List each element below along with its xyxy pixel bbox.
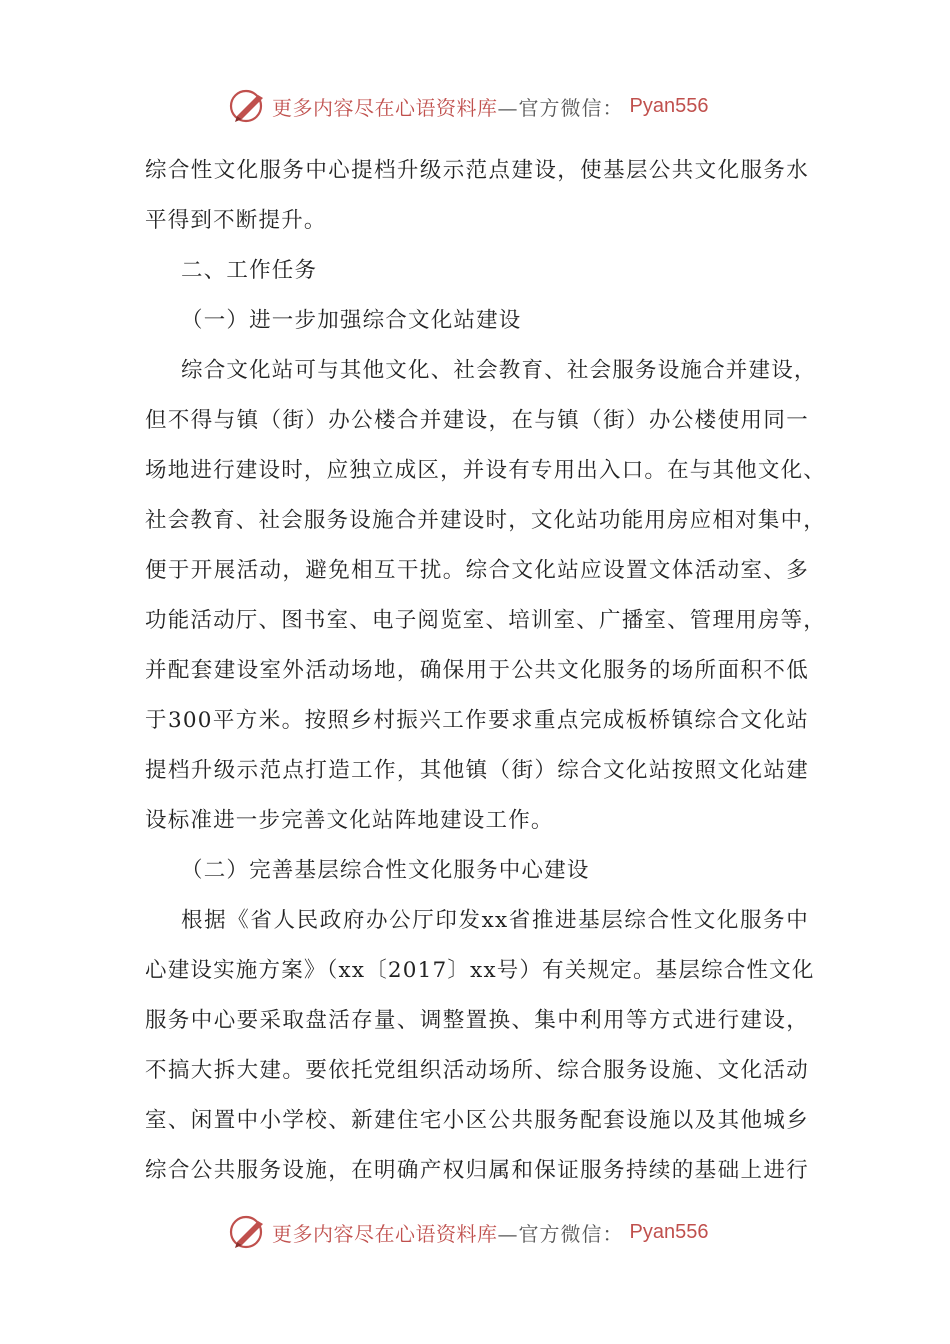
subsection-heading-1: （一）进一步加强综合文化站建设 [181, 308, 522, 333]
text-line: 提档升级示范点打造工作，其他镇（街）综合文化站按照文化站建 [145, 758, 809, 783]
watermark-text-wechat: —官方微信： [497, 95, 624, 120]
pen-circle-icon [228, 1212, 268, 1252]
text-line: 不搞大拆大建。要依托党组织活动场所、综合服务设施、文化活动 [145, 1058, 809, 1083]
paragraph-service-center [145, 896, 815, 1196]
watermark-text-id: Pyan556 [629, 94, 709, 117]
watermark-text-main: 更多内容尽在心语资料库 [272, 95, 498, 120]
text-line: 功能活动厅、图书室、电子阅览室、培训室、广播室、管理用房等， [145, 608, 827, 633]
text-line: 社会教育、社会服务设施合并建设时，文化站功能用房应相对集中， [145, 508, 827, 533]
paragraph-continued [145, 146, 809, 246]
watermark-banner-top [228, 84, 708, 128]
text-line: 场地进行建设时，应独立成区，并设有专用出入口。在与其他文化、 [145, 458, 827, 483]
text-line: 设标准进一步完善文化站阵地建设工作。 [145, 808, 554, 833]
watermark-banner-bottom [228, 1210, 708, 1254]
text-line: 于300平方米。按照乡村振兴工作要求重点完成板桥镇综合文化站 [145, 708, 809, 733]
watermark-text-id: Pyan556 [629, 1220, 709, 1243]
subsection-heading-2: （二）完善基层综合性文化服务中心建设 [181, 858, 590, 883]
text-line: 综合公共服务设施，在明确产权归属和保证服务持续的基础上进行 [145, 1158, 809, 1183]
text-line: 室、闲置中小学校、新建住宅小区公共服务配套设施以及其他城乡 [145, 1108, 809, 1133]
text-line: 但不得与镇（街）办公楼合并建设，在与镇（街）办公楼使用同一 [145, 408, 809, 433]
text-line: 并配套建设室外活动场地，确保用于公共文化服务的场所面积不低 [145, 658, 809, 683]
text-line: 根据《省人民政府办公厅印发xx省推进基层综合性文化服务中 [181, 908, 809, 933]
section-heading: 二、工作任务 [181, 258, 318, 283]
text-line: 平得到不断提升。 [145, 208, 327, 233]
document-body [145, 146, 827, 1196]
paragraph-cultural-station [145, 346, 827, 846]
text-line: 便于开展活动，避免相互干扰。综合文化站应设置文体活动室、多 [145, 558, 809, 583]
text-line: 综合文化站可与其他文化、社会教育、社会服务设施合并建设， [181, 358, 817, 383]
text-line: 心建设实施方案》（xx〔2017〕xx号）有关规定。基层综合性文化 [145, 958, 815, 983]
text-line: 综合性文化服务中心提档升级示范点建设，使基层公共文化服务水 [145, 158, 809, 183]
text-line: 服务中心要采取盘活存量、调整置换、集中利用等方式进行建设， [145, 1008, 809, 1033]
watermark-text-wechat: —官方微信： [497, 1221, 624, 1246]
pen-circle-icon [228, 86, 268, 126]
watermark-text-main: 更多内容尽在心语资料库 [272, 1221, 498, 1246]
